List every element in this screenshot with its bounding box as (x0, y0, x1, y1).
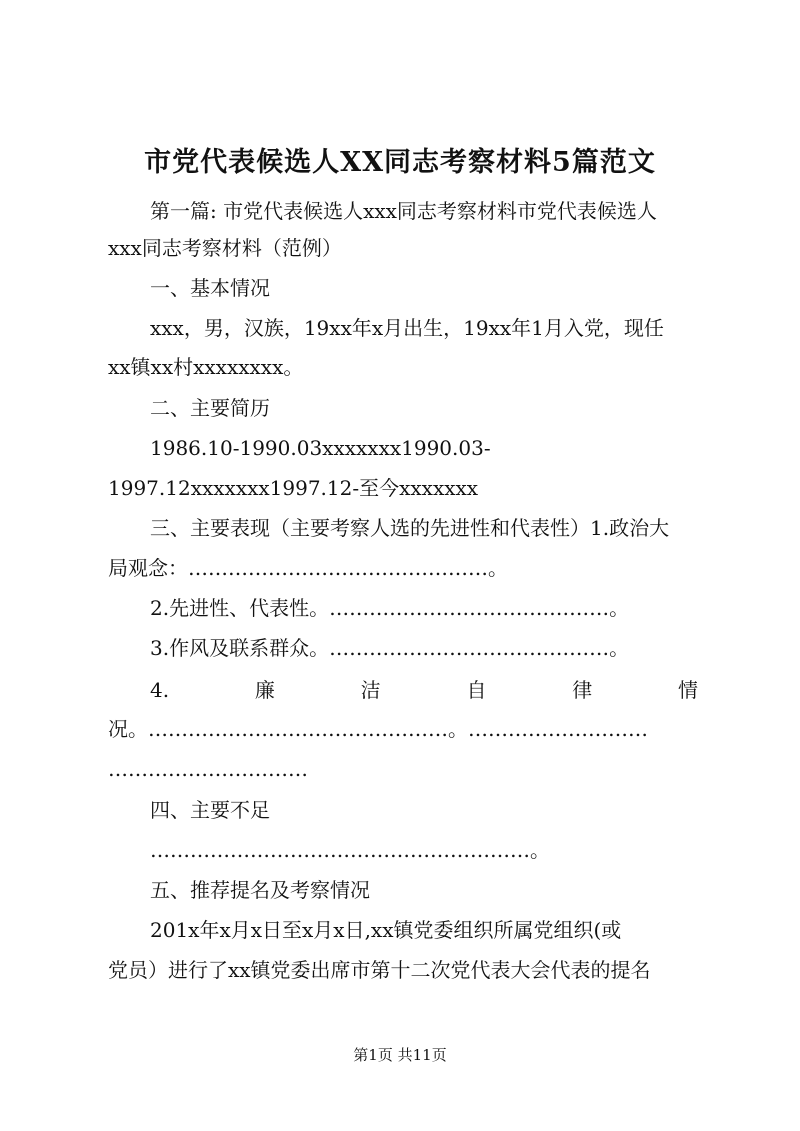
paragraph-line: 第一篇: 市党代表候选人xxx同志考察材料市党代表候选人 (150, 199, 657, 223)
paragraph-line: 1986.10-1990.03xxxxxxx1990.03- (150, 436, 491, 460)
paragraph-line: 局观念：………………………………………。 (108, 556, 508, 580)
justified-word: 洁 (360, 678, 381, 702)
paragraph-line: ………………………… (108, 757, 308, 781)
section-heading: 二、主要简历 (150, 396, 270, 420)
section-heading: 四、主要不足 (150, 798, 270, 822)
paragraph-line: …………………………………………………。 (150, 838, 550, 862)
section-heading: 一、基本情况 (150, 276, 270, 300)
justified-word: 4. (150, 678, 170, 702)
paragraph-line: 2.先进性、代表性。……………………………………。 (150, 596, 630, 620)
paragraph-line: 3.作风及联系群众。……………………………………。 (150, 636, 630, 660)
paragraph-line: xxx同志考察材料（范例） (108, 236, 342, 260)
paragraph-line: 201x年x月x日至x月x日,xx镇党委组织所属党组织(或 (150, 918, 622, 942)
paragraph-line: 况。………………………………………。……………………… (108, 717, 648, 741)
justified-word: 自 (466, 678, 487, 702)
justified-word: 律 (572, 678, 593, 702)
page-number-footer: 第1页 共11页 (353, 1046, 447, 1064)
justified-word: 情 (678, 678, 698, 702)
paragraph-line: 党员）进行了xx镇党委出席市第十二次党代表大会代表的提名 (108, 958, 651, 982)
document-title: 市党代表候选人XX同志考察材料5篇范文 (144, 147, 656, 178)
paragraph-line: xx镇xx村xxxxxxxx。 (108, 355, 304, 379)
paragraph-line: 1997.12xxxxxxx1997.12-至今xxxxxxx (108, 476, 479, 500)
justified-word: 廉 (254, 678, 275, 702)
paragraph-line: xxx，男，汉族，19xx年x月出生，19xx年1月入党，现任 (150, 316, 664, 340)
justified-line (150, 675, 698, 705)
paragraph-line: 三、主要表现（主要考察人选的先进性和代表性）1.政治大 (150, 516, 670, 540)
section-heading: 五、推荐提名及考察情况 (150, 878, 370, 902)
